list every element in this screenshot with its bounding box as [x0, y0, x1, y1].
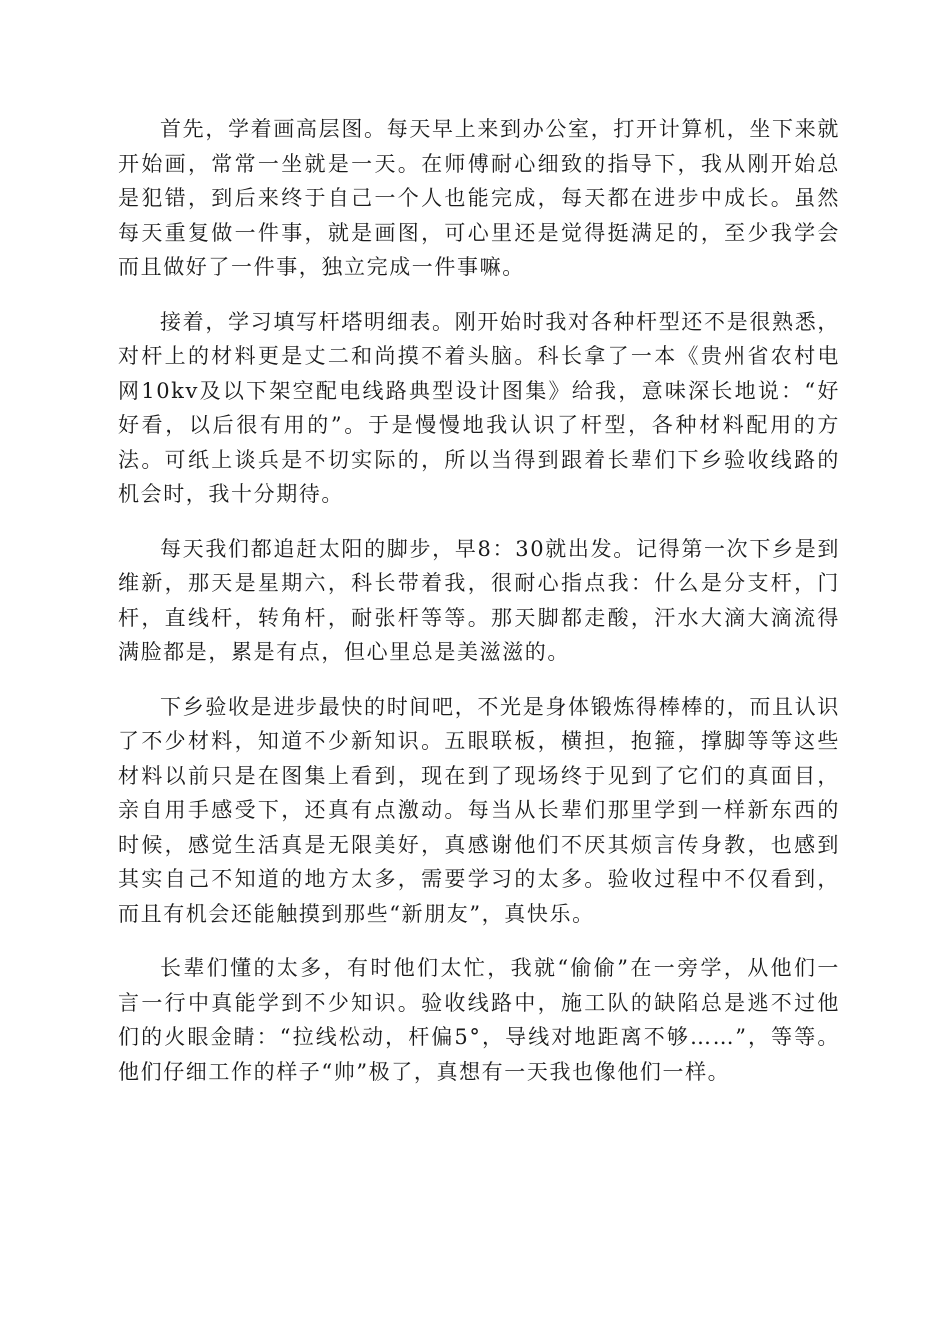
paragraph-5: 长辈们懂的太多，有时他们太忙，我就“偷偷”在一旁学，从他们一言一行中真能学到不少知识。验收线路中，施工队的缺陷总是逃不过他们的火眼金睛：“拉线松动，杆偏5°，导线对地距离不够……”，等等。他们仔细工作的样子“帅”极了，真想有一天我也像他们一样。 [118, 956, 840, 1084]
paragraph-4: 下乡验收是进步最快的时间吧，不光是身体锻炼得棒棒的，而且认识了不少材料，知道不少新知识。五眼联板，横担，抱箍，撑脚等等这些材料以前只是在图集上看到，现在到了现场终于见到了它们的真面目，亲自用手感受下，还真有点激动。每当从长辈们那里学到一样新东西的时候，感觉生活真是无限美好，真感谢他们不厌其烦言传身教，也感到其实自己不知道的地方太多，需要学习的太多。验收过程中不仅看到，而且有机会还能触摸到那些“新朋友”，真快乐。 [118, 694, 840, 926]
paragraph-1: 首先，学着画高层图。每天早上来到办公室，打开计算机，坐下来就开始画，常常一坐就是一天。在师傅耐心细致的指导下，我从刚开始总是犯错，到后来终于自己一个人也能完成，每天都在进步中成长。虽然每天重复做一件事，就是画图，可心里还是觉得挺满足的，至少我学会而且做好了一件事，独立完成一件事嘛。 [118, 117, 840, 279]
paragraph-2: 接着，学习填写杆塔明细表。刚开始时我对各种杆型还不是很熟悉，对杆上的材料更是丈二和尚摸不着头脑。科长拿了一本《贵州省农村电网10kv及以下架空配电线路典型设计图集》给我，意味深长地说：“好好看，以后很有用的”。于是慢慢地我认识了杆型，各种材料配用的方法。可纸上谈兵是不切实际的，所以当得到跟着长辈们下乡验收线路的机会时，我十分期待。 [118, 309, 840, 506]
paragraph-3: 每天我们都追赶太阳的脚步，早8：30就出发。记得第一次下乡是到维新，那天是星期六，科长带着我，很耐心指点我：什么是分支杆，门杆，直线杆，转角杆，耐张杆等等。那天脚都走酸，汗水大滴大滴流得满脸都是，累是有点，但心里总是美滋滋的。 [118, 536, 840, 664]
document-body [118, 112, 840, 1109]
